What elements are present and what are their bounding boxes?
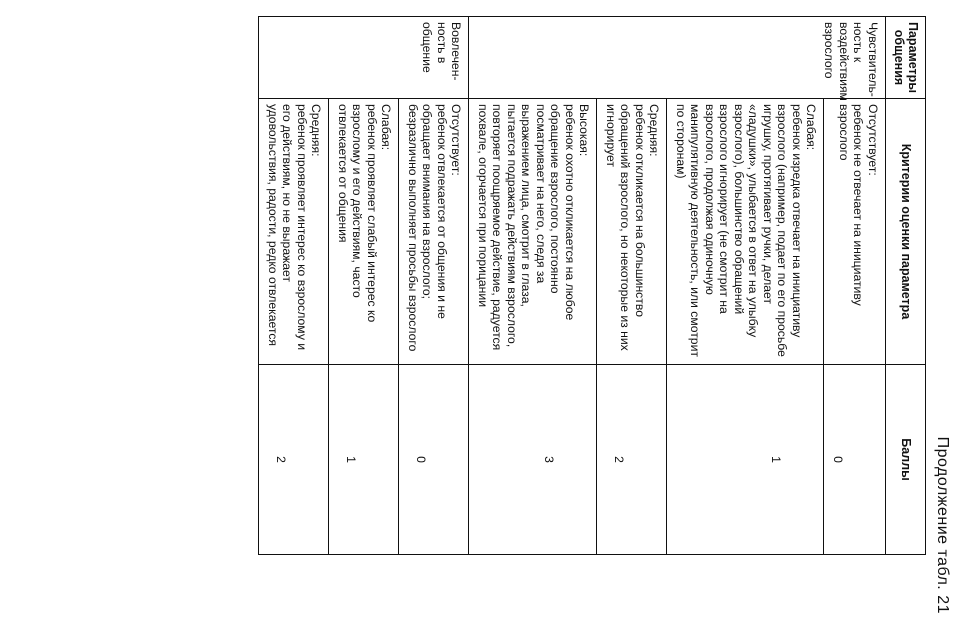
- criteria-text: ребенок изредка отвечает на инициативу взрослого (например, подает по его просьбе игрушку, протягивает ручки, делает «ладушки», улыбается в ответ на улыбку взрослого), большинство обращений взрослого игнорирует (не смотрит на взрослого, продолжая одиночную манипулятивную деятельность, или смотрит по сторонам): [674, 104, 804, 357]
- score-cell: 3: [469, 365, 597, 555]
- criteria-level: Средняя:: [647, 104, 662, 157]
- header-score: Баллы: [886, 365, 926, 555]
- criteria-level: Слабая:: [804, 104, 819, 151]
- header-criteria: Критерии оценки параметра: [886, 99, 926, 365]
- criteria-text: ребенок откликается на большинство обращений взрослого, но некоторые из них игнорирует: [604, 104, 647, 351]
- criteria-text: ребенок не отвечает на инициативу взрослого: [837, 104, 866, 306]
- param-cell-sensitivity: Чувствитель-ность к воздействиям взрослого: [469, 17, 886, 99]
- criteria-cell: [824, 99, 886, 365]
- criteria-level: Отсутствует:: [866, 104, 880, 176]
- score-cell: 1: [329, 365, 399, 555]
- criteria-cell: [399, 99, 469, 365]
- criteria-cell: [259, 99, 329, 365]
- table-row: [824, 17, 886, 555]
- criteria-text: ребенок отвлекается от общения и не обращает внимания на взрослого; безразлично выполняет просьбы взрослого: [406, 104, 449, 352]
- criteria-text: ребенок охотно откликается на любое обращение взрослого, постоянно посматривает на него, следя за выражением лица, смотрит в глаза, пытается подражать действиям взрослого, повторяет поощряемое действие, радуется похвале, огорчается при порицании: [476, 104, 577, 351]
- evaluation-table: [259, 16, 927, 555]
- criteria-cell: [597, 99, 667, 365]
- table-row: [399, 17, 469, 555]
- param-cell-involvement: Вовлечен-ность в общение: [259, 17, 469, 99]
- score-cell: 2: [259, 365, 329, 555]
- score-cell: 0: [399, 365, 469, 555]
- criteria-cell: [329, 99, 399, 365]
- criteria-cell: [469, 99, 597, 365]
- criteria-level: Отсутствует:: [449, 104, 464, 176]
- table-caption: Продолжение табл. 21: [934, 436, 951, 614]
- header-row: [886, 17, 926, 555]
- criteria-cell: [667, 99, 824, 365]
- criteria-level: Средняя:: [309, 104, 324, 157]
- criteria-text: ребенок проявляет слабый интерес ко взрослому и его действиям, часто отвлекается от общения: [336, 104, 379, 323]
- score-cell: 0: [824, 365, 886, 555]
- score-cell: 2: [597, 365, 667, 555]
- criteria-level: Слабая:: [379, 104, 394, 151]
- header-param: Параметры общения: [886, 17, 926, 99]
- criteria-text: ребенок проявляет интерес ко взрослому и его действиям, но не выражает удовольствия, радости, редко отвлекается: [266, 104, 309, 351]
- score-cell: 1: [667, 365, 824, 555]
- criteria-level: Высокая:: [577, 104, 592, 157]
